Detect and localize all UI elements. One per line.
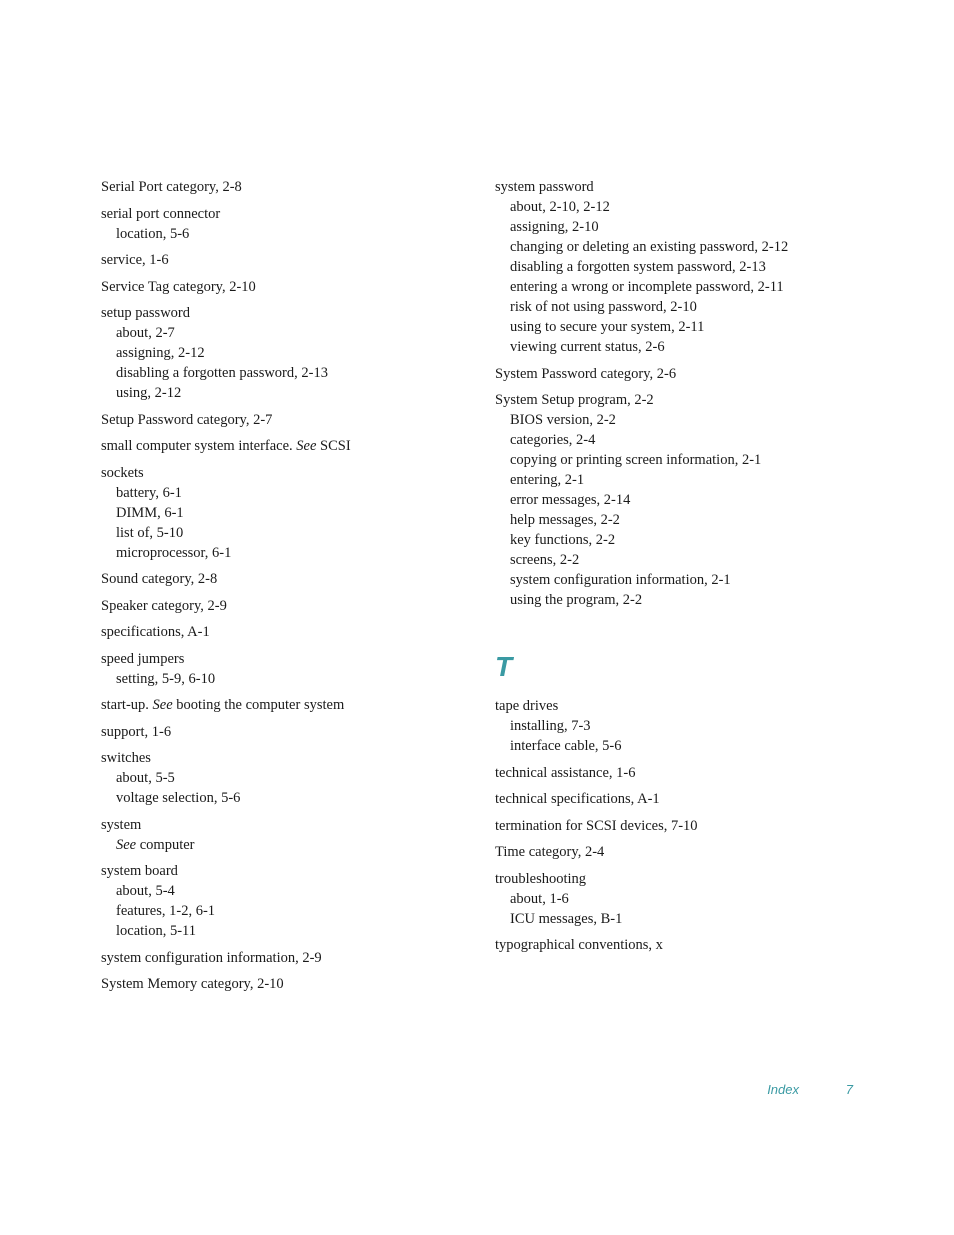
index-entry-term [495, 763, 895, 783]
subentry-text: viewing current status, 2-6 [510, 339, 665, 355]
subentry-text: key functions, 2-2 [510, 532, 616, 548]
index-subentry [495, 410, 895, 430]
index-subentry [495, 257, 895, 277]
term-text: System Memory category, 2-10 [101, 976, 284, 992]
index-entry [101, 303, 471, 403]
subentry-text: about, 5-4 [116, 883, 175, 899]
index-subentry [101, 483, 471, 503]
index-subentry [495, 217, 895, 237]
term-text: start-up. [101, 697, 153, 713]
term-text: booting the computer system [172, 697, 345, 713]
index-subentry [495, 470, 895, 490]
index-entry [495, 842, 895, 862]
index-entry [101, 622, 471, 642]
term-text: Speaker category, 2-9 [101, 597, 227, 614]
term-text: system configuration information, 2-9 [101, 949, 322, 966]
index-column-left [101, 177, 471, 1001]
term-text: troubleshooting [495, 870, 587, 887]
subentry-text: about, 2-7 [116, 325, 175, 341]
term-text: Sound category, 2-8 [101, 571, 218, 587]
index-entry-term [101, 748, 471, 768]
term-text: Serial Port category, 2-8 [101, 179, 242, 195]
index-entry-term [495, 789, 895, 809]
subentry-text: assigning, 2-10 [510, 219, 599, 235]
subentry-text: using, 2-12 [116, 385, 182, 401]
index-entry-term [101, 722, 471, 742]
term-text: tape drives [495, 698, 559, 714]
subentry-text: setting, 5-9, 6-10 [116, 670, 216, 687]
index-entry-term [101, 596, 471, 616]
index-entry [101, 948, 471, 968]
term-text: Time category, 2-4 [495, 844, 605, 860]
subentry-text: list of, 5-10 [116, 524, 184, 541]
index-subentry [495, 716, 895, 736]
subentry-text: entering a wrong or incomplete password, 2-11 [510, 279, 784, 295]
subentry-text: copying or printing screen information, 2-1 [510, 452, 762, 468]
index-entry [101, 204, 471, 244]
term-text: technical specifications, A-1 [495, 791, 660, 807]
subentry-text: screens, 2-2 [510, 552, 580, 568]
index-entry [101, 596, 471, 616]
index-entry-term [101, 410, 471, 430]
index-entry [101, 177, 471, 197]
index-subentry [495, 277, 895, 297]
see-reference: See [116, 836, 137, 853]
term-text: support, 1-6 [101, 723, 172, 740]
index-subentry [101, 768, 471, 788]
subentry-text: disabling a forgotten password, 2-13 [116, 365, 328, 381]
index-entry-term [101, 204, 471, 224]
subentry-text: changing or deleting an existing password, 2-12 [510, 239, 789, 255]
subentry-text: error messages, 2-14 [510, 492, 631, 508]
index-entry [495, 696, 895, 756]
index-entry [495, 177, 895, 357]
index-entry [495, 364, 895, 384]
index-subentry [495, 450, 895, 470]
subentry-text: using the program, 2-2 [510, 592, 643, 608]
index-entry [101, 815, 471, 855]
index-subentry [495, 337, 895, 357]
index-entry-term [101, 303, 471, 323]
see-reference: See [152, 697, 173, 713]
index-subentry [495, 197, 895, 217]
term-text: system password [495, 179, 594, 195]
index-entry-term [495, 177, 895, 197]
index-subentry [101, 669, 471, 689]
subentry-text: system configuration information, 2-1 [510, 572, 731, 588]
subentry-text: microprocessor, 6-1 [116, 544, 232, 561]
index-subentry [101, 363, 471, 383]
subentry-text: interface cable, 5-6 [510, 738, 622, 754]
term-text: Service Tag category, 2-10 [101, 278, 256, 295]
index-subentry [495, 570, 895, 590]
index-subentry [495, 430, 895, 450]
index-entry [101, 436, 471, 456]
index-entry-term [495, 935, 895, 955]
term-text: sockets [101, 464, 144, 481]
index-subentry [101, 343, 471, 363]
term-text: technical assistance, 1-6 [495, 764, 636, 781]
index-subentry [495, 909, 895, 929]
index-subentry [495, 889, 895, 909]
index-entry [495, 390, 895, 610]
term-text: switches [101, 750, 151, 766]
index-entry [101, 695, 471, 715]
term-text: system board [101, 863, 178, 879]
index-subentry [101, 523, 471, 543]
index-entry [101, 974, 471, 994]
subentry-text: location, 5-6 [116, 225, 190, 242]
index-entry [495, 935, 895, 955]
term-text: System Password category, 2-6 [495, 365, 677, 382]
index-entry [101, 250, 471, 270]
index-entry-term [495, 816, 895, 836]
index-entry [101, 569, 471, 589]
subentry-text: battery, 6-1 [116, 484, 182, 501]
term-text: system [101, 816, 142, 833]
subentry-text: help messages, 2-2 [510, 512, 620, 528]
term-text: specifications, A-1 [101, 624, 210, 640]
index-entry [101, 277, 471, 297]
index-subentry [495, 550, 895, 570]
index-entry-term [101, 277, 471, 297]
index-entry-term [495, 869, 895, 889]
index-subentry [495, 590, 895, 610]
subentry-text: computer [136, 836, 195, 853]
see-reference: See [296, 438, 317, 454]
index-subentry [495, 510, 895, 530]
term-text: termination for SCSI devices, 7-10 [495, 817, 698, 834]
term-text: SCSI [316, 438, 351, 454]
subentry-text: DIMM, 6-1 [116, 504, 184, 521]
subentry-text: entering, 2-1 [510, 472, 585, 488]
index-subentry [101, 323, 471, 343]
index-entry [101, 410, 471, 430]
index-entry-term [101, 177, 471, 197]
subentry-text: assigning, 2-12 [116, 345, 205, 361]
index-subentry [101, 788, 471, 808]
index-subentry [101, 901, 471, 921]
index-entry-term [101, 436, 471, 456]
subentry-text: about, 2-10, 2-12 [510, 199, 610, 215]
subentry-text: categories, 2-4 [510, 432, 596, 448]
index-entry [101, 748, 471, 808]
index-entry-term [495, 842, 895, 862]
index-entry-term [101, 649, 471, 669]
subentry-text: installing, 7-3 [510, 718, 591, 734]
index-entry [101, 463, 471, 563]
footer-page-number: 7 [845, 1082, 853, 1097]
term-text: serial port connector [101, 205, 221, 222]
subentry-text: disabling a forgotten system password, 2-13 [510, 259, 766, 275]
index-entry [495, 789, 895, 809]
index-entry [101, 861, 471, 941]
subentry-text: features, 1-2, 6-1 [116, 903, 216, 919]
index-subentry [495, 317, 895, 337]
index-subentry [101, 383, 471, 403]
index-entry [495, 763, 895, 783]
term-text: System Setup program, 2-2 [495, 392, 654, 408]
index-subentry [101, 224, 471, 244]
index-subentry [101, 543, 471, 563]
index-entry-term [101, 948, 471, 968]
page-footer [0, 1082, 954, 1102]
term-text: typographical conventions, x [495, 937, 663, 953]
index-entry-term [101, 622, 471, 642]
index-entry [101, 649, 471, 689]
index-subentry [101, 881, 471, 901]
index-entry-term [101, 695, 471, 715]
index-entry-term [101, 815, 471, 835]
subentry-text: risk of not using password, 2-10 [510, 299, 697, 315]
index-subentry [495, 297, 895, 317]
index-entry [495, 869, 895, 929]
index-subentry [101, 835, 471, 855]
index-entry-term [101, 861, 471, 881]
term-text: setup password [101, 305, 191, 321]
index-entry-term [495, 390, 895, 410]
subentry-text: ICU messages, B-1 [510, 910, 623, 927]
subentry-text: about, 1-6 [510, 890, 569, 907]
index-subentry [101, 503, 471, 523]
term-text: Setup Password category, 2-7 [101, 411, 273, 428]
index-subentry [101, 921, 471, 941]
index-entry-term [495, 696, 895, 716]
term-text: small computer system interface. [101, 438, 297, 454]
index-subentry [495, 530, 895, 550]
index-column-right [495, 177, 895, 962]
subentry-text: voltage selection, 5-6 [116, 790, 241, 806]
index-entry-term [101, 463, 471, 483]
index-entry-term [101, 250, 471, 270]
index-section-letter: T [495, 651, 513, 682]
index-subentry [495, 490, 895, 510]
subentry-text: using to secure your system, 2-11 [510, 319, 705, 335]
index-subentry [495, 736, 895, 756]
index-entry-term [495, 364, 895, 384]
subentry-text: about, 5-5 [116, 770, 175, 786]
subentry-text: location, 5-11 [116, 923, 196, 939]
index-subentry [495, 237, 895, 257]
term-text: service, 1-6 [101, 252, 169, 268]
index-entry-term [101, 974, 471, 994]
index-entry [101, 722, 471, 742]
index-entry [495, 816, 895, 836]
subentry-text: BIOS version, 2-2 [510, 412, 616, 428]
footer-section-label: Index [767, 1082, 799, 1097]
index-entry-term [101, 569, 471, 589]
term-text: speed jumpers [101, 650, 185, 667]
